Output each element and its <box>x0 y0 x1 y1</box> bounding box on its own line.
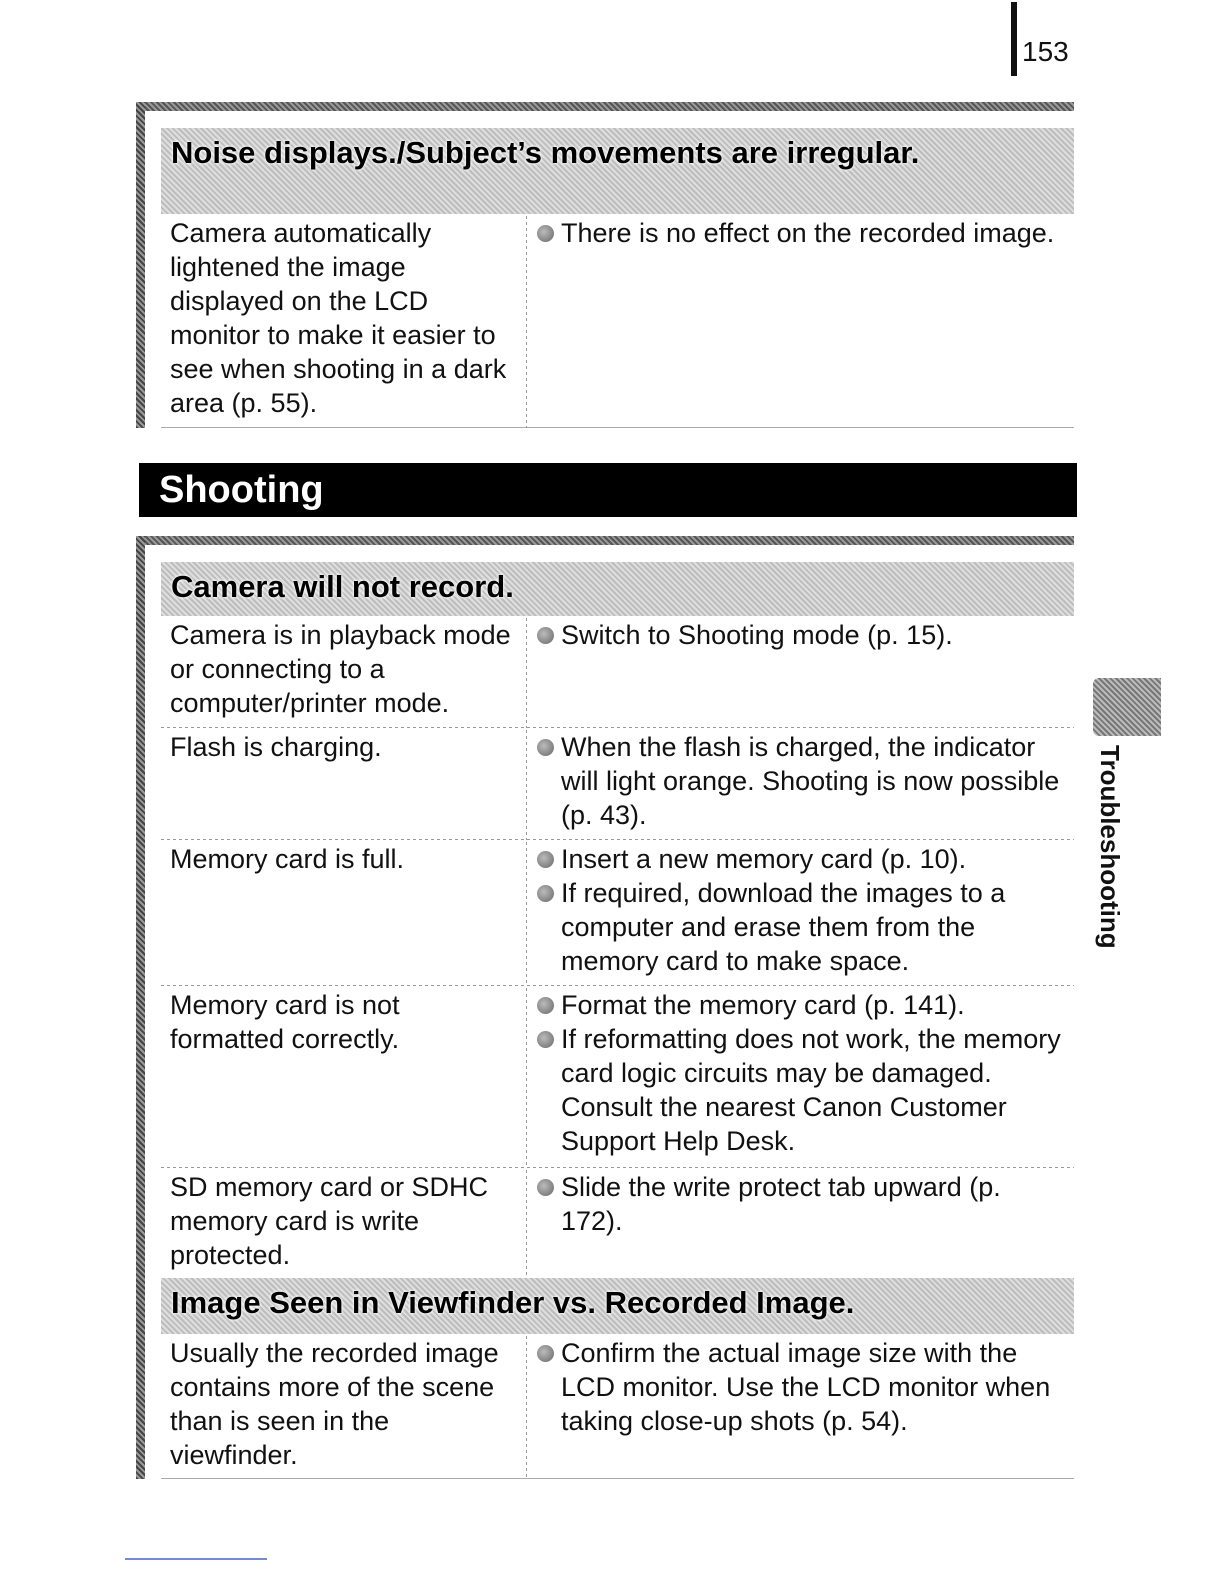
bullet-icon <box>537 1345 554 1362</box>
table-row <box>161 1170 1074 1278</box>
footer-rule <box>125 1558 267 1560</box>
remedy-text: If required, download the images to a computer and erase them from the memory card to make space. <box>561 878 1006 976</box>
chapter-tab-label: Troubleshooting <box>1095 745 1125 949</box>
table-row <box>161 216 1074 428</box>
bullet-icon <box>537 1179 554 1196</box>
box-left-rule <box>136 102 145 428</box>
remedy-item <box>537 216 1067 250</box>
column-divider <box>526 988 527 1168</box>
column-divider <box>526 1170 527 1278</box>
remedy-text: When the flash is charged, the indicator will light orange. Shooting is now possible (p. 43). <box>561 732 1060 830</box>
remedy-list <box>537 1336 1067 1438</box>
cause-text: Flash is charging. <box>170 732 382 762</box>
remedy-item <box>537 842 1067 876</box>
table-row <box>161 730 1074 840</box>
table-row <box>161 1336 1074 1479</box>
remedy-list <box>537 618 1067 652</box>
cause-text: Memory card is not formatted correctly. <box>170 990 400 1054</box>
bullet-icon <box>537 1031 554 1048</box>
column-divider <box>526 842 527 986</box>
remedy-list <box>537 1170 1067 1238</box>
remedy-item <box>537 1022 1067 1158</box>
row-divider <box>161 839 1074 840</box>
remedy-item <box>537 988 1067 1022</box>
box-top-rule <box>136 102 1074 111</box>
column-divider <box>526 730 527 840</box>
box-top-rule <box>136 536 1074 545</box>
table-row <box>161 618 1074 728</box>
remedy-item <box>537 876 1067 978</box>
remedy-item <box>537 730 1067 832</box>
table-row <box>161 842 1074 986</box>
problem-heading: Camera will not record. <box>161 562 1074 616</box>
section-title: Shooting <box>159 469 324 511</box>
cause-text: SD memory card or SDHC memory card is write protected. <box>170 1172 489 1270</box>
remedy-item <box>537 1170 1067 1238</box>
problem-heading: Image Seen in Viewfinder vs. Recorded Image. <box>161 1278 1074 1334</box>
remedy-text: If reformatting does not work, the memory card logic circuits may be damaged. Consult the nearest Canon Customer Support Help Desk. <box>561 1024 1061 1156</box>
bullet-icon <box>537 851 554 868</box>
remedy-text: Format the memory card (p. 141). <box>561 990 965 1020</box>
remedy-item <box>537 1336 1067 1438</box>
remedy-item <box>537 618 1067 652</box>
bullet-icon <box>537 627 554 644</box>
bullet-icon <box>537 997 554 1014</box>
remedy-list <box>537 988 1067 1158</box>
column-divider <box>526 216 527 428</box>
remedy-text: Switch to Shooting mode (p. 15). <box>561 620 953 650</box>
table-row <box>161 988 1074 1168</box>
box-left-rule <box>136 536 145 1479</box>
noise-troubleshoot-box <box>136 102 1074 428</box>
remedy-text: Slide the write protect tab upward (p. 172). <box>561 1172 1001 1236</box>
section-banner <box>139 463 1077 517</box>
remedy-text: Insert a new memory card (p. 10). <box>561 844 967 874</box>
bullet-icon <box>537 885 554 902</box>
page-number: 153 <box>1022 36 1069 67</box>
cause-text: Usually the recorded image contains more of the scene than is seen in the viewfinder. <box>170 1338 499 1470</box>
cause-text: Memory card is full. <box>170 844 405 874</box>
page-number-bar <box>1011 2 1017 76</box>
row-divider <box>161 1167 1074 1168</box>
remedy-list <box>537 730 1067 832</box>
cause-text: Camera automatically lightened the image displayed on the LCD monitor to make it easier to see when shooting in a dark area (p. 55). <box>170 218 507 418</box>
bullet-icon <box>537 739 554 756</box>
chapter-tab <box>1093 678 1161 736</box>
remedy-text: Confirm the actual image size with the LCD monitor. Use the LCD monitor when taking close-up shots (p. 54). <box>561 1338 1051 1436</box>
problem-heading: Noise displays./Subject’s movements are irregular. <box>161 128 1074 214</box>
remedy-list <box>537 842 1067 978</box>
cause-text: Camera is in playback mode or connecting to a computer/printer mode. <box>170 620 511 718</box>
remedy-text: There is no effect on the recorded image. <box>561 218 1055 248</box>
row-divider <box>161 985 1074 986</box>
remedy-list <box>537 216 1067 250</box>
row-divider <box>161 727 1074 728</box>
column-divider <box>526 618 527 728</box>
column-divider <box>526 1336 527 1479</box>
bullet-icon <box>537 225 554 242</box>
shooting-troubleshoot-box <box>136 536 1074 1479</box>
